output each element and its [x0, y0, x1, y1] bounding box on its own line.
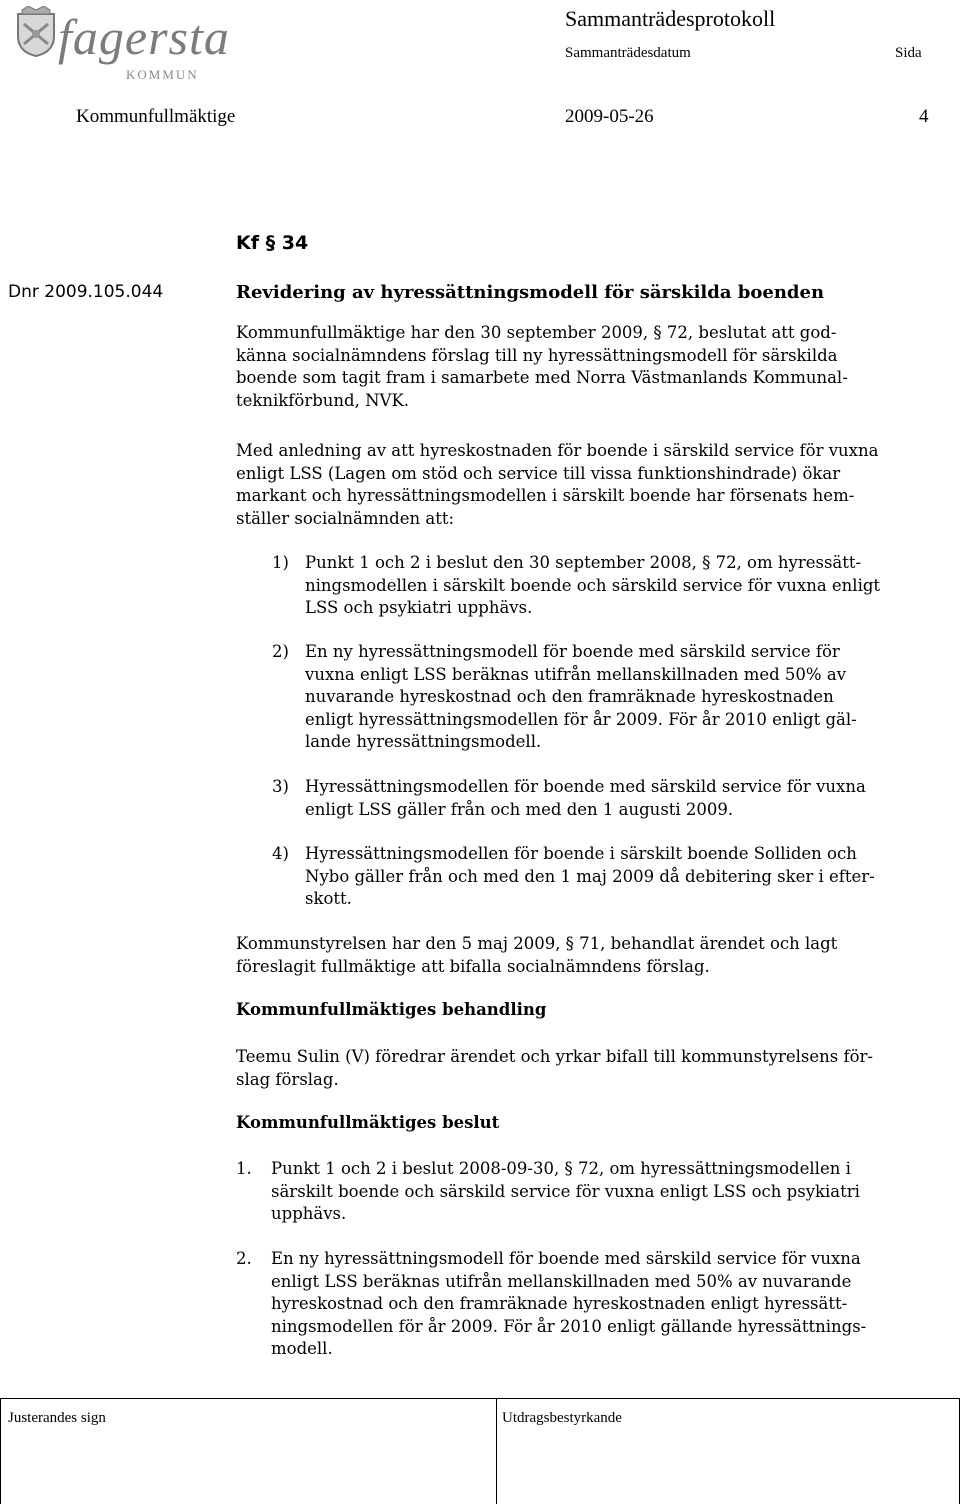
meeting-date: 2009-05-26 [565, 106, 654, 127]
text-line: enligt LSS (Lagen om stöd och service till vissa funktionshindrade) ökar [236, 463, 841, 483]
list-number: 3) [272, 777, 289, 796]
registration-number: Dnr 2009.105.044 [8, 282, 164, 302]
text-line: skott. [305, 889, 352, 909]
text-line: Nybo gäller från och med den 1 maj 2009 då debitering sker i efter- [305, 866, 875, 886]
text-line: modell. [271, 1339, 333, 1359]
footer-middle-border [496, 1398, 497, 1504]
text-line: Punkt 1 och 2 i beslut den 30 september 2008, § 72, om hyressätt- [305, 553, 862, 572]
text-line: upphävs. [271, 1204, 347, 1224]
list-number: 2) [272, 642, 289, 661]
logo-subtitle: KOMMUN [126, 67, 199, 82]
text-line: vuxna enligt LSS beräknas utifrån mellanskillnaden med 50% av [305, 664, 847, 684]
section-code: Kf § 34 [236, 232, 309, 254]
footer-divider [0, 1398, 960, 1399]
item-title: Revidering av hyressättningsmodell för särskilda boenden [236, 282, 825, 303]
signature-field-label: Justerandes sign [8, 1410, 106, 1426]
list-number: 1) [272, 553, 289, 572]
text-line: Med anledning av att hyreskostnaden för boende i särskild service för vuxna [236, 441, 879, 460]
text-line: LSS och psykiatri upphävs. [305, 598, 533, 618]
municipality-logo [6, 4, 230, 84]
intro-paragraph [236, 322, 956, 412]
text-line: nuvarande hyreskostnad och den framräknade hyreskostnaden [305, 687, 834, 707]
text-line: ställer socialnämnden att: [236, 508, 455, 528]
text-line: markant och hyressättningsmodellen i särskilt boende har försenats hem- [236, 486, 855, 506]
text-line: slag förslag. [236, 1069, 339, 1089]
treatment-heading: Kommunfullmäktiges behandling [236, 1000, 547, 1019]
text-line: känna socialnämndens förslag till ny hyressättningsmodell för särskilda [236, 345, 838, 365]
text-line: Punkt 1 och 2 i beslut 2008-09-30, § 72, om hyressättningsmodellen i [271, 1159, 851, 1178]
page-number: 4 [919, 106, 929, 127]
reason-paragraph [236, 440, 956, 530]
text-line: enligt LSS beräknas utifrån mellanskillnaden med 50% av nuvarande [271, 1271, 852, 1291]
document-type: Sammanträdesprotokoll [565, 6, 776, 31]
text-line: enligt hyressättningsmodellen för år 2009. För år 2010 enligt gäl- [305, 709, 857, 729]
text-line: ningsmodellen för år 2009. För år 2010 enligt gällande hyressättnings- [271, 1316, 867, 1336]
text-line: ningsmodellen i särskilt boende och särskild service för vuxna enligt [305, 575, 881, 595]
meeting-body: Kommunfullmäktige [76, 106, 236, 127]
page-label: Sida [895, 45, 922, 61]
treatment-paragraph [236, 1046, 956, 1091]
text-line: enligt LSS gäller från och med den 1 augusti 2009. [305, 799, 734, 819]
text-line: Hyressättningsmodellen för boende i särskilt boende Solliden och [305, 844, 857, 863]
list-number: 2. [236, 1249, 252, 1268]
text-line: teknikförbund, NVK. [236, 390, 410, 410]
text-line: särskilt boende och särskild service för vuxna enligt LSS och psykiatri [271, 1181, 860, 1201]
text-line: boende som tagit fram i samarbete med Norra Västmanlands Kommunal- [236, 368, 848, 388]
text-line: Teemu Sulin (V) föredrar ärendet och yrkar bifall till kommunstyrelsens för- [236, 1047, 874, 1066]
list-number: 1. [236, 1159, 252, 1178]
text-line: Kommunstyrelsen har den 5 maj 2009, § 71, behandlat ärendet och lagt [236, 934, 838, 953]
text-line: Hyressättningsmodellen för boende med särskild service för vuxna [305, 777, 866, 796]
list-number: 4) [272, 844, 289, 863]
text-line: föreslagit fullmäktige att bifalla socialnämndens förslag. [236, 956, 710, 976]
text-line: En ny hyressättningsmodell för boende med särskild service för [305, 642, 840, 661]
text-line: En ny hyressättningsmodell för boende med särskild service för vuxna [271, 1249, 861, 1268]
coat-of-arms-icon [14, 6, 58, 58]
logo-wordmark: fagersta [58, 9, 230, 65]
board-paragraph [236, 933, 956, 978]
text-line: Kommunfullmäktige har den 30 september 2009, § 72, beslutat att god- [236, 323, 837, 342]
meeting-date-label: Sammanträdesdatum [565, 45, 691, 61]
certification-field-label: Utdragsbestyrkande [502, 1410, 622, 1426]
footer-left-border [0, 1398, 1, 1504]
text-line: lande hyressättningsmodell. [305, 732, 542, 752]
decision-heading: Kommunfullmäktiges beslut [236, 1113, 500, 1132]
text-line: hyreskostnad och den framräknade hyreskostnaden enligt hyressätt- [271, 1294, 848, 1314]
